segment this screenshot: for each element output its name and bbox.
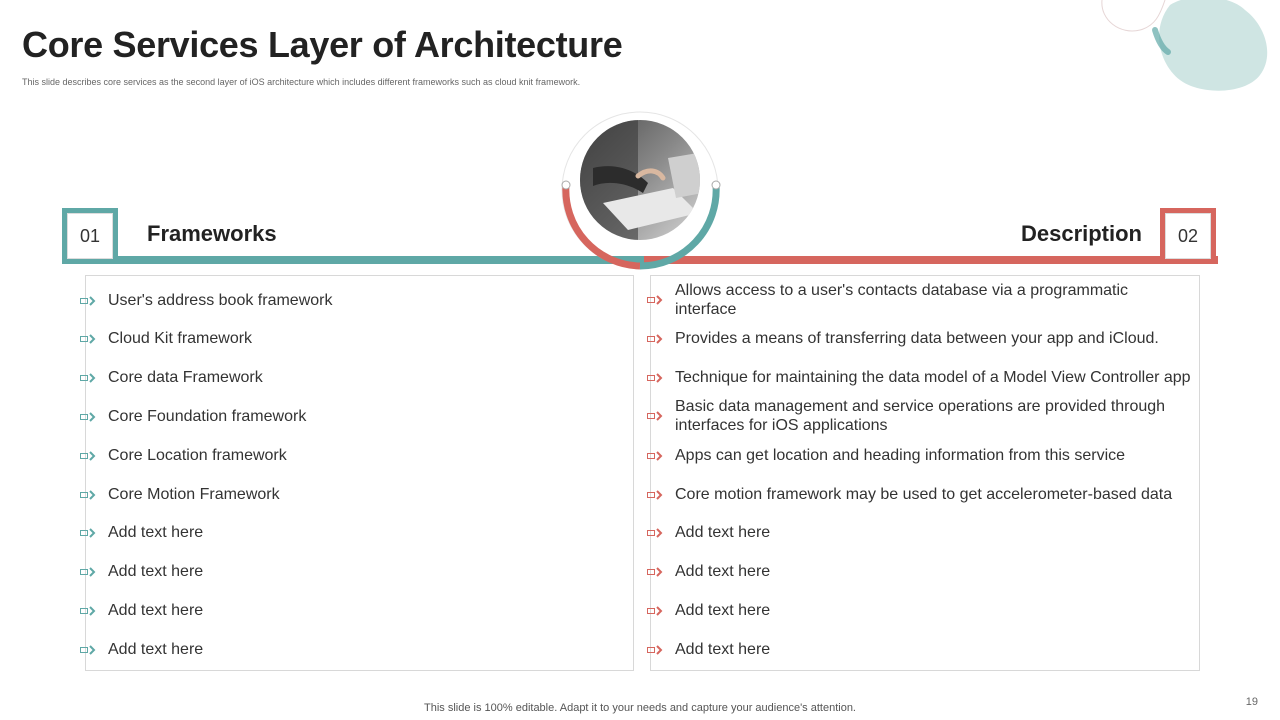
- list-item: [647, 446, 1192, 465]
- list-item: [80, 562, 203, 581]
- arrow-bullet-icon: [80, 606, 98, 616]
- arrow-bullet-icon: [80, 412, 98, 422]
- list-item: [80, 291, 332, 310]
- frameworks-list-panel: [85, 275, 634, 671]
- arrow-bullet-icon: [80, 373, 98, 383]
- list-item: [647, 562, 1192, 581]
- slide-title: Core Services Layer of Architecture: [22, 24, 623, 65]
- list-item-text: Core Motion Framework: [108, 486, 280, 503]
- page-number: 19: [1245, 696, 1258, 708]
- frameworks-heading: Frameworks: [147, 221, 277, 246]
- arrow-bullet-icon: [647, 451, 665, 461]
- list-item: [80, 640, 203, 659]
- description-number: 02: [1165, 213, 1211, 259]
- list-item-text: Add text here: [108, 563, 204, 580]
- arrow-bullet-icon: [647, 606, 665, 616]
- list-item-text: Apps can get location and heading information from this service: [675, 447, 1126, 464]
- list-item: [647, 329, 1192, 348]
- list-item-text: Add text here: [675, 641, 771, 658]
- list-item: [647, 281, 1192, 319]
- arrow-bullet-icon: [647, 645, 665, 655]
- slide-subtitle: This slide describes core services as the second layer of iOS architecture which includes different frameworks such as cloud knit framework.: [22, 77, 581, 87]
- list-item: [647, 601, 1192, 620]
- list-item: [80, 446, 287, 465]
- list-item-text: Add text here: [675, 602, 771, 619]
- list-item-text: Cloud Kit framework: [108, 330, 253, 347]
- decorative-blob: [1080, 0, 1280, 100]
- description-number-box: [1160, 208, 1216, 264]
- frameworks-number: 01: [67, 213, 113, 259]
- list-item: [80, 329, 252, 348]
- frameworks-number-box: [62, 208, 118, 264]
- list-item-text: Add text here: [108, 641, 204, 658]
- list-item-text: Core motion framework may be used to get accelerometer-based data: [675, 486, 1173, 503]
- list-item-text: Basic data management and service operations are provided through interfaces for iOS applications: [675, 398, 1166, 434]
- list-item-text: Add text here: [108, 602, 204, 619]
- description-list-panel: [650, 275, 1200, 671]
- list-item: [80, 407, 306, 426]
- arrow-bullet-icon: [80, 528, 98, 538]
- arrow-bullet-icon: [647, 373, 665, 383]
- list-item-text: Technique for maintaining the data model of a Model View Controller app: [675, 369, 1191, 386]
- list-item: [647, 368, 1192, 387]
- list-item-text: User's address book framework: [108, 292, 333, 309]
- slide-footer: This slide is 100% editable. Adapt it to your needs and capture your audience's attention.: [424, 702, 856, 714]
- arrow-bullet-icon: [647, 567, 665, 577]
- list-item: [647, 397, 1192, 435]
- arrow-bullet-icon: [80, 490, 98, 500]
- description-header-bar: [644, 256, 1218, 264]
- list-item: [80, 601, 203, 620]
- list-item: [80, 523, 203, 542]
- list-item-text: Provides a means of transferring data between your app and iCloud.: [675, 330, 1159, 347]
- list-item: [647, 485, 1192, 504]
- arrow-bullet-icon: [647, 334, 665, 344]
- arrow-bullet-icon: [647, 528, 665, 538]
- description-heading: Description: [1020, 221, 1142, 246]
- list-item-text: Core data Framework: [108, 369, 263, 386]
- arrow-bullet-icon: [647, 295, 665, 305]
- frameworks-header-bar: [62, 256, 644, 264]
- list-item-text: Allows access to a user's contacts database via a programmatic interface: [675, 282, 1129, 318]
- list-item: [80, 485, 280, 504]
- arrow-bullet-icon: [647, 490, 665, 500]
- list-item-text: Core Foundation framework: [108, 408, 307, 425]
- list-item: [80, 368, 263, 387]
- arrow-bullet-icon: [80, 334, 98, 344]
- arrow-bullet-icon: [80, 296, 98, 306]
- list-item: [647, 523, 1192, 542]
- list-item-text: Add text here: [675, 524, 771, 541]
- list-item: [647, 640, 1192, 659]
- laptop-photo: [558, 108, 722, 272]
- arrow-bullet-icon: [80, 645, 98, 655]
- arrow-bullet-icon: [647, 411, 665, 421]
- list-item-text: Add text here: [108, 524, 204, 541]
- list-item-text: Core Location framework: [108, 447, 287, 464]
- list-item-text: Add text here: [675, 563, 771, 580]
- arrow-bullet-icon: [80, 451, 98, 461]
- arrow-bullet-icon: [80, 567, 98, 577]
